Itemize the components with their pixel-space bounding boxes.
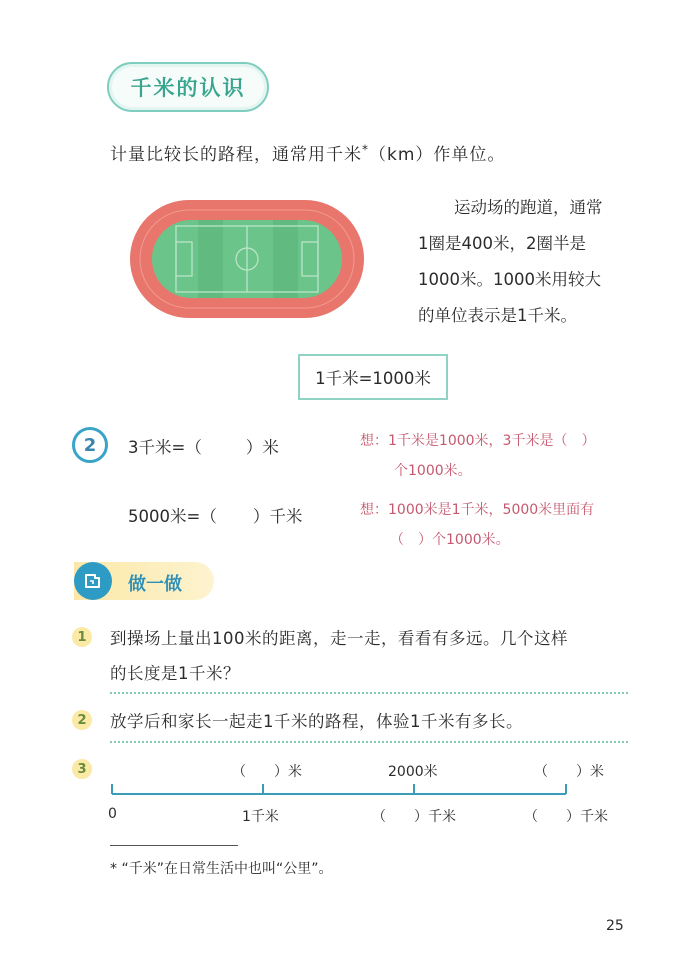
dotted-divider: [110, 741, 628, 743]
question-1-left: 3千米=（: [128, 438, 202, 457]
example-number-badge: 2: [72, 427, 108, 463]
question-2-right: ）千米: [252, 507, 303, 526]
number-line-top-label: 2000米: [388, 764, 438, 780]
field-stripe: [198, 220, 223, 298]
hint-1-line1: 想：1千米是1000米，3千米是（ ）: [360, 433, 596, 449]
task-1-line1: 到操场上量出100米的距离，走一走，看看有多远。几个这样: [110, 629, 568, 648]
intro-before: 计量比较长的路程，通常用千米: [110, 145, 362, 165]
number-line: [100, 780, 580, 800]
number-line-bottom-label: 1千米: [242, 809, 279, 825]
number-line-top-label: （ ）米: [232, 764, 302, 780]
hint-2: [360, 495, 594, 555]
do-it-label: 做一做: [128, 574, 182, 595]
number-line-bottom-label: （ ）千米: [372, 809, 456, 825]
question-2: [128, 503, 302, 527]
question-1-right: ）米: [245, 438, 279, 457]
track-description-line: 运动场的跑道，通常: [454, 198, 603, 217]
running-track-illustration: [128, 196, 368, 326]
task-number-badge: 2: [72, 710, 92, 730]
task-number-badge: 3: [72, 759, 92, 779]
hint-1: [360, 426, 595, 486]
intro-text: [110, 140, 505, 165]
task-2-line1: 放学后和家长一起走1千米的路程，体验1千米有多长。: [110, 712, 523, 731]
formula-box: 1千米=1000米: [298, 354, 448, 400]
question-2-left: 5000米=（: [128, 507, 217, 526]
track-description: [418, 190, 628, 334]
footnote: * “千米”在日常生活中也叫“公里”。: [110, 861, 333, 877]
track-description-line: 1000米。1000米用较大: [418, 270, 601, 289]
hint-2-line2: （ ）个1000米。: [390, 532, 510, 548]
track-description-line: 的单位表示是1千米。: [418, 306, 577, 325]
number-line-bottom-label: （ ）千米: [524, 809, 608, 825]
pencil-square-icon: [74, 562, 112, 600]
section-title: 千米的认识: [107, 62, 269, 112]
footnote-rule: [110, 845, 238, 846]
hint-1-line2: 个1000米。: [394, 463, 472, 479]
number-line-top-label: （ ）米: [534, 764, 604, 780]
task-1-line2: 的长度是1千米？: [110, 664, 240, 683]
question-1: [128, 434, 279, 458]
footnote-star: *: [362, 142, 369, 157]
task-number-badge: 1: [72, 627, 92, 647]
intro-after: （km）作单位。: [369, 145, 506, 165]
field-stripe: [273, 220, 298, 298]
number-line-bottom-label: 0: [108, 806, 117, 822]
track-description-line: 1圈是400米，2圈半是: [418, 234, 586, 253]
hint-2-line1: 想：1000米是1千米，5000米里面有: [360, 502, 595, 518]
dotted-divider: [110, 692, 628, 694]
page-number: 25: [606, 918, 624, 934]
